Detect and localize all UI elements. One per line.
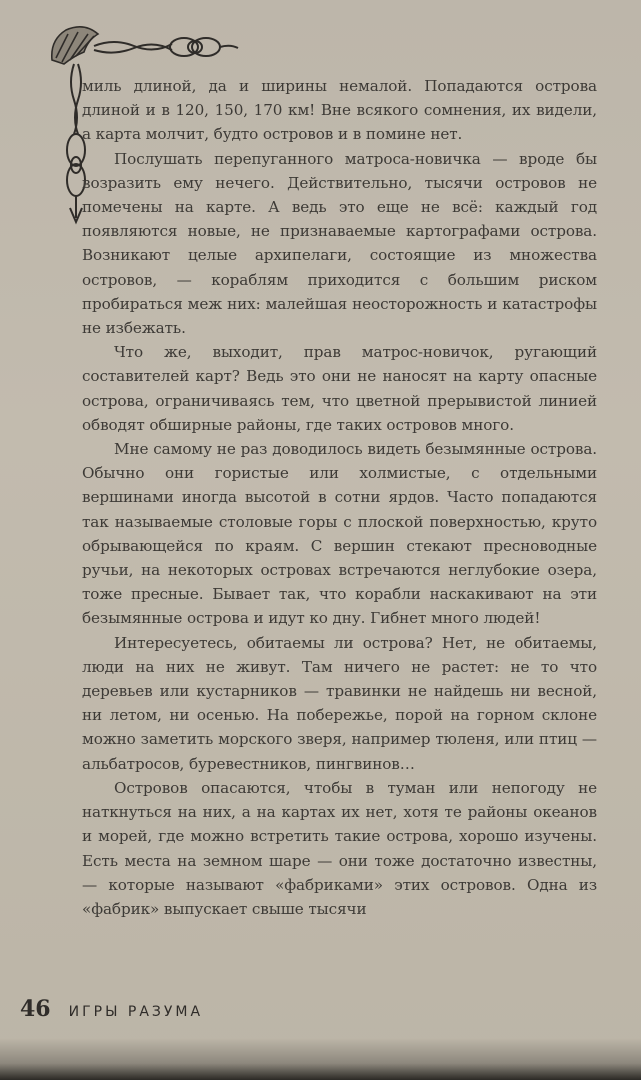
paragraph: Островов опасаются, чтобы в туман или непогоду не наткнуться на них, а на картах их нет, хотя те районы океанов и морей, где можно встретить такие острова, хорошо изучены. Есть места на земном шаре — они тоже достаточно известны, — которые называют «фабриками» этих островов. Одна из «фабрик» выпускает свыше тысячи	[82, 778, 597, 918]
paragraph: Интересуетесь, обитаемы ли острова? Нет, не обитаемы, люди на них не живут. Там ничего не растет: не то что деревьев или кустарников — травинки не найдешь ни весной, ни летом, ни осенью. На побережье, порой на горном склоне можно заметить морского зверя, например тюленя, или птиц — альбатросов, буревестников, пингвинов…	[82, 633, 597, 773]
paragraph: Что же, выходит, прав матрос-новичок, ругающий составителей карт? Ведь это они не наносят на карту опасные острова, ограничиваясь тем, что цветной прерывистой линией обводят обширные районы, где таких островов много.	[82, 343, 597, 434]
paragraph: Послушать перепуганного матроса-новичка — вроде бы возразить ему нечего. Действительно, тысячи островов не помечены на карте. А ведь это еще не всё: каждый год появляются новые, не признаваемые картографами острова. Возникают целые архипелаги, состоящие из множества островов, — кораблям приходится с большим риском пробираться меж них: малейшая неосторожность и катастрофы не избежать.	[82, 149, 597, 338]
body-text	[82, 74, 597, 921]
page-footer	[20, 996, 203, 1022]
page-number: 46	[20, 996, 51, 1022]
paragraph: Мне самому не раз доводилось видеть безымянные острова. Обычно они гористые или холмистые, с отдельными вершинами иногда высотой в сотни ярдов. Часто попадаются так называемые столовые горы с плоской поверхностью, круто обрывающейся по краям. С вершин стекают пресноводные ручьи, на некоторых островах встречаются неглубокие озера, тоже пресные. Бывает так, что корабли наскакивают на эти безымянные острова и идут ко дну. Гибнет много людей!	[82, 440, 597, 628]
page-edge-shadow	[0, 1038, 641, 1080]
running-head: ИГРЫ РАЗУМА	[68, 1004, 204, 1020]
paragraph: миль длиной, да и ширины немалой. Попадаются острова длиной и в 120, 150, 170 км! Вне всякого сомнения, их видели, а карта молчит, будто островов и в помине нет.	[82, 77, 597, 144]
